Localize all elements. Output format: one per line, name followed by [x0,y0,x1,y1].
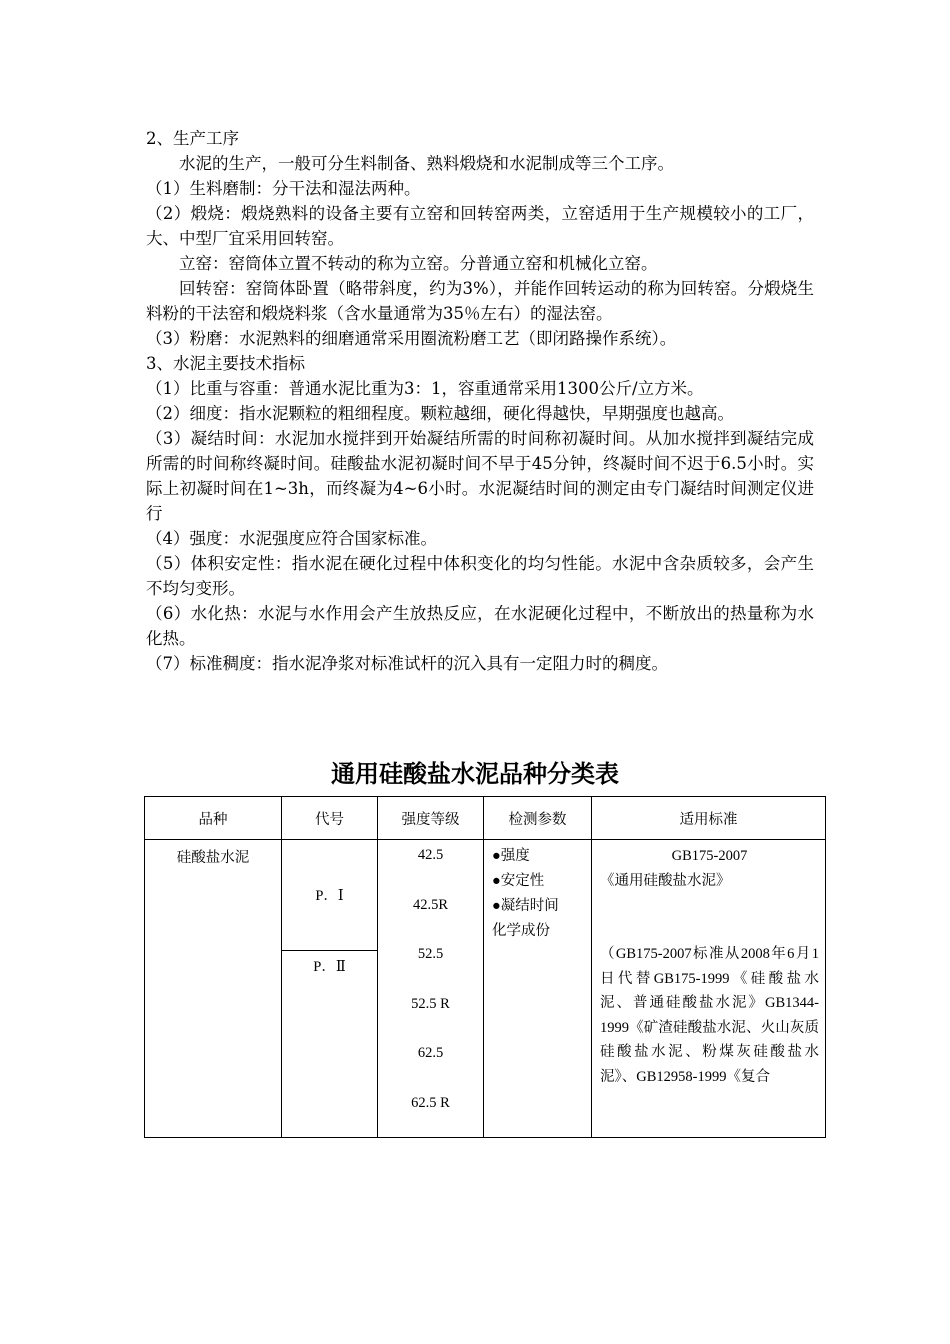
grades-cell [378,840,484,1138]
standard-note: （GB175-2007标准从2008年6月1日代替GB175-1999《硅酸盐水泥、普通硅酸盐水泥》GB1344-1999《矿渣硅酸盐水泥、火山灰质硅酸盐水泥、粉煤灰硅酸盐水泥》、GB12958-1999《复合 [600,946,819,1085]
table-title: 通用硅酸盐水泥品种分类表 [331,760,619,788]
standard-cell [592,840,826,1138]
code-cell-p2: P．Ⅱ [282,950,378,1137]
header-code: 代号 [282,797,378,840]
table-header-row [145,797,826,840]
body-paragraph: （2）煅烧：煅烧熟料的设备主要有立窑和回转窑两类，立窑适用于生产规模较小的工厂，大、中型厂宜采用回转窑。 [146,204,814,248]
param-item: 化学成份 [492,923,550,939]
header-variety: 品种 [145,797,282,840]
grade-value: 42.5 [417,847,444,863]
header-params: 检测参数 [484,797,592,840]
body-paragraph: 立窑：窑筒体立置不转动的称为立窑。分普通立窑和机械化立窑。 [179,254,658,273]
body-paragraph: （3）粉磨：水泥熟料的细磨通常采用圈流粉磨工艺（即闭路操作系统）。 [146,329,677,348]
body-paragraph: （5）体积安定性：指水泥在硬化过程中体积变化的均匀性能。水泥中含杂质较多，会产生不均匀变形。 [146,554,814,598]
table-row [145,840,826,951]
param-item: ●凝结时间 [492,898,559,914]
body-paragraph: （1）比重与容重：普通水泥比重为3：1，容重通常采用1300公斤/立方米。 [146,379,704,398]
grade-value: 42.5R [412,896,449,913]
body-paragraph: 回转窑：窑筒体卧置（略带斜度，约为3%），并能作回转运动的称为回转窑。分煅烧生料粉的干法窑和煅烧料浆（含水量通常为35％左右）的湿法窑。 [146,279,814,323]
document-body [146,126,814,676]
cement-classification-table [144,796,826,1138]
grade-value: 52.5 R [411,995,450,1012]
params-cell [484,840,592,1138]
body-paragraph: 水泥的生产，一般可分生料制备、熟料煅烧和水泥制成等三个工序。 [179,154,674,173]
param-item: ●强度 [492,848,530,864]
header-standard: 适用标准 [592,797,826,840]
param-item: ●安定性 [492,873,545,889]
body-paragraph: 3、水泥主要技术指标 [146,354,305,373]
body-paragraph: （3）凝结时间：水泥加水搅拌到开始凝结所需的时间称初凝时间。从加水搅拌到凝结完成所需的时间称终凝时间。硅酸盐水泥初凝时间不早于45分钟，终凝时间不迟于6.5小时。实际上初凝时间在1~3h，而终凝为4~6小时。水泥凝结时间的测定由专门凝结时间测定仪进行 [146,429,814,523]
grade-value: 62.5 [417,1045,444,1061]
grade-value: 52.5 [417,946,444,962]
standard-title: GB175-2007 [671,848,748,864]
header-grade: 强度等级 [378,797,484,840]
variety-cell: 硅酸盐水泥 [145,840,282,1138]
body-paragraph: （6）水化热：水泥与水作用会产生放热反应，在水泥硬化过程中，不断放出的热量称为水化热。 [146,604,814,648]
standard-subtitle: 《通用硅酸盐水泥》 [600,872,731,889]
body-paragraph: （4）强度：水泥强度应符合国家标准。 [146,529,437,548]
body-paragraph: 2、生产工序 [146,129,239,148]
grade-value: 62.5 R [411,1094,450,1111]
code-cell-p1: P．Ⅰ [282,840,378,951]
body-paragraph: （7）标准稠度：指水泥净浆对标准试杆的沉入具有一定阻力时的稠度。 [146,654,668,673]
body-paragraph: （1）生料磨制：分干法和湿法两种。 [146,179,421,198]
body-paragraph: （2）细度：指水泥颗粒的粗细程度。颗粒越细，硬化得越快，早期强度也越高。 [146,404,734,423]
